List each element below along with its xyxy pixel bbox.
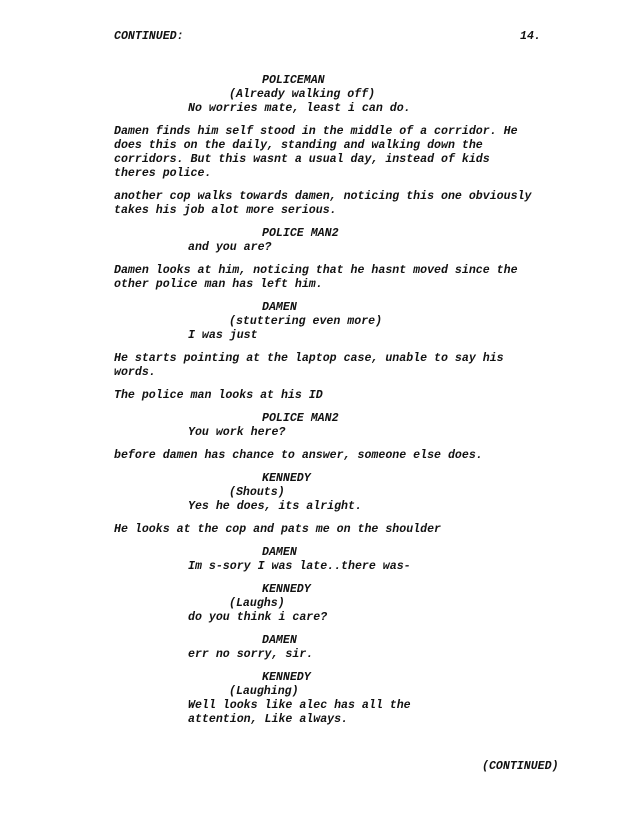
dialogue-line: You work here? bbox=[188, 426, 286, 439]
action-line: other police man has left him. bbox=[114, 278, 323, 291]
parenthetical: (Laughs) bbox=[229, 597, 285, 610]
action-line: Damen looks at him, noticing that he hasnt moved since the bbox=[114, 264, 518, 277]
character-name: POLICEMAN bbox=[262, 74, 325, 87]
character-name: DAMEN bbox=[262, 634, 297, 647]
dialogue-line: do you think i care? bbox=[188, 611, 328, 624]
action-line: takes his job alot more serious. bbox=[114, 204, 337, 217]
action-line: theres police. bbox=[114, 167, 212, 180]
header-continued: CONTINUED: bbox=[114, 30, 184, 43]
dialogue-line: attention, Like always. bbox=[188, 713, 349, 726]
dialogue-line: No worries mate, least i can do. bbox=[188, 102, 411, 115]
footer-continued: (CONTINUED) bbox=[482, 760, 559, 773]
parenthetical: (Already walking off) bbox=[229, 88, 376, 101]
page-number: 14. bbox=[520, 30, 541, 43]
character-name: DAMEN bbox=[262, 546, 297, 559]
parenthetical: (Shouts) bbox=[229, 486, 285, 499]
dialogue-line: Yes he does, its alright. bbox=[188, 500, 362, 513]
action-line: words. bbox=[114, 366, 156, 379]
character-name: KENNEDY bbox=[262, 671, 311, 684]
action-line: The police man looks at his ID bbox=[114, 389, 323, 402]
action-line: He looks at the cop and pats me on the shoulder bbox=[114, 523, 441, 536]
dialogue-line: Im s-sory I was late..there was- bbox=[188, 560, 411, 573]
action-line: another cop walks towards damen, noticing this one obviously bbox=[114, 190, 532, 203]
action-line: Damen finds him self stood in the middle of a corridor. He bbox=[114, 125, 518, 138]
character-name: POLICE MAN2 bbox=[262, 227, 339, 240]
dialogue-line: err no sorry, sir. bbox=[188, 648, 314, 661]
dialogue-line: and you are? bbox=[188, 241, 272, 254]
character-name: KENNEDY bbox=[262, 583, 311, 596]
action-line: does this on the daily, standing and walking down the bbox=[114, 139, 483, 152]
character-name: KENNEDY bbox=[262, 472, 311, 485]
action-line: He starts pointing at the laptop case, unable to say his bbox=[114, 352, 504, 365]
dialogue-line: Well looks like alec has all the bbox=[188, 699, 411, 712]
parenthetical: (stuttering even more) bbox=[229, 315, 383, 328]
action-line: before damen has chance to answer, someone else does. bbox=[114, 449, 483, 462]
character-name: POLICE MAN2 bbox=[262, 412, 339, 425]
character-name: DAMEN bbox=[262, 301, 297, 314]
parenthetical: (Laughing) bbox=[229, 685, 299, 698]
action-line: corridors. But this wasnt a usual day, instead of kids bbox=[114, 153, 490, 166]
dialogue-line: I was just bbox=[188, 329, 258, 342]
